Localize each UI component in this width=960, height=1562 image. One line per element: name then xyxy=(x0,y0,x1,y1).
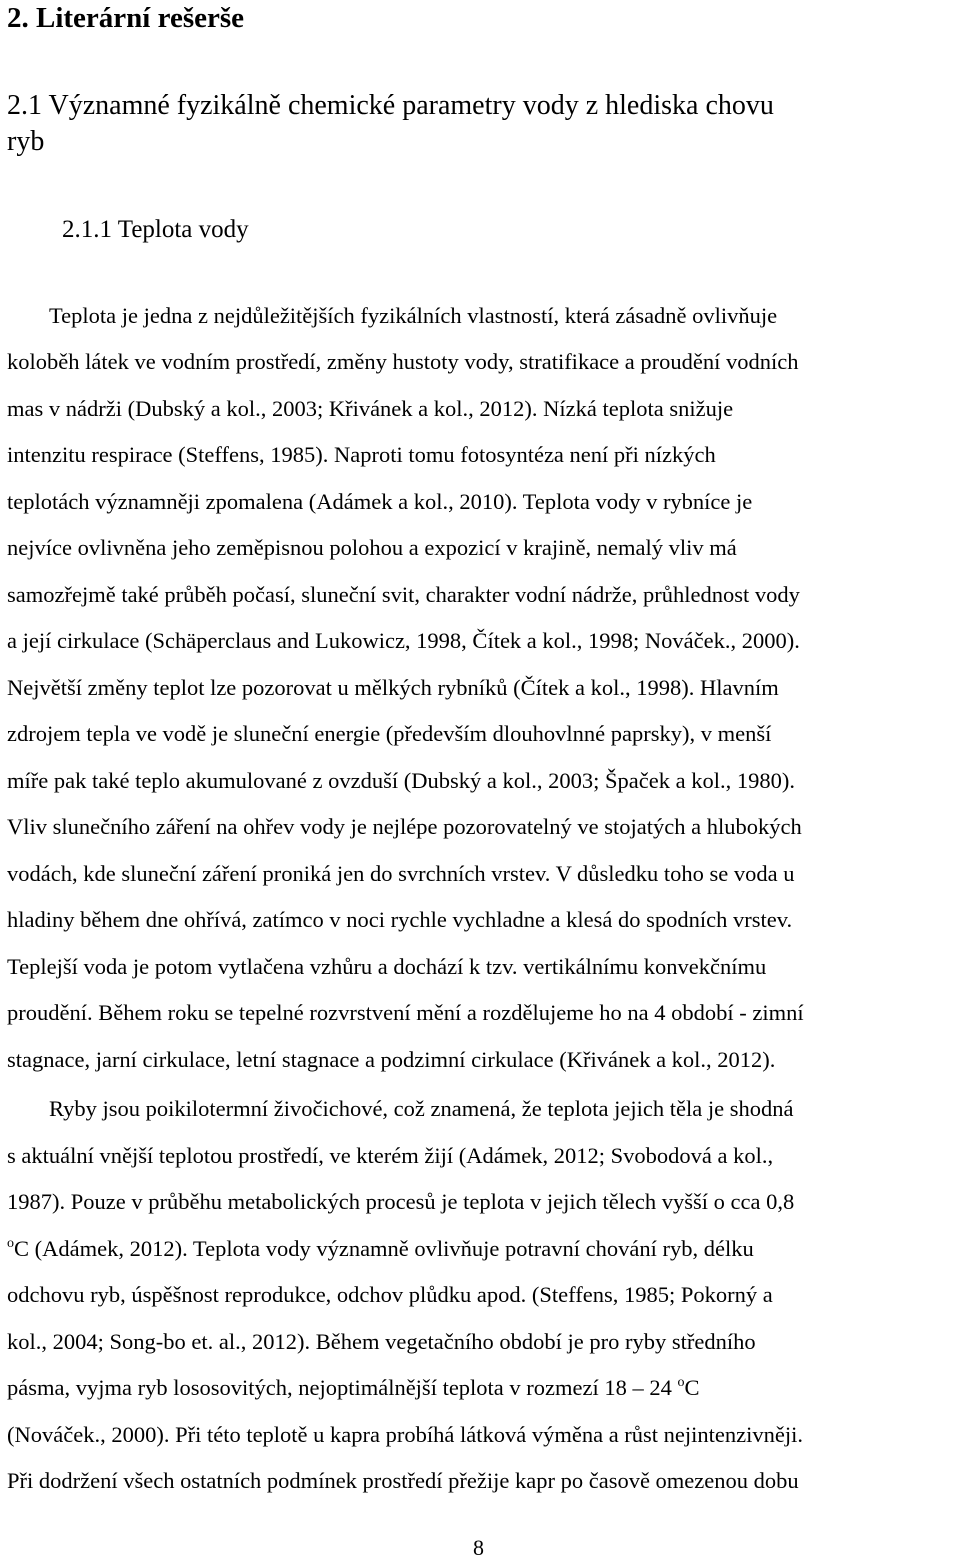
text-line: Ryby jsou poikilotermní živočichové, což znamená, že teplota jejich těla je shodná xyxy=(49,1096,794,1121)
text-segment: pásma, vyjma ryb lososovitých, nejoptimálnější teplota v rozmezí 18 – 24 xyxy=(7,1375,678,1400)
text-line: kol., 2004; Song-bo et. al., 2012). Během vegetačního období je pro ryby středního xyxy=(7,1329,756,1354)
text-line: odchovu ryb, úspěšnost reprodukce, odchov plůdku apod. (Steffens, 1985; Pokorný a xyxy=(7,1282,773,1307)
chapter-heading: 2. Literární rešerše xyxy=(7,2,245,34)
text-line: Největší změny teplot lze pozorovat u mělkých rybníků (Čítek a kol., 1998). Hlavním xyxy=(7,675,779,700)
section-heading-line1: 2.1 Významné fyzikálně chemické parametry vody z hlediska chovu xyxy=(7,90,774,121)
text-line xyxy=(7,1234,754,1268)
text-line: intenzitu respirace (Steffens, 1985). Naproti tomu fotosyntéza není při nízkých xyxy=(7,442,716,467)
text-line: nejvíce ovlivněna jeho zeměpisnou polohou a expozicí v krajině, nemalý vliv má xyxy=(7,535,737,560)
text-line: teplotách významněji zpomalena (Adámek a kol., 2010). Teplota vody v rybníce je xyxy=(7,489,753,514)
text-line: Teplejší voda je potom vytlačena vzhůru a dochází k tzv. vertikálnímu konvekčnímu xyxy=(7,954,767,979)
text-segment: C (Adámek, 2012). Teplota vody významně ovlivňuje potravní chování ryb, délku xyxy=(14,1236,754,1261)
text-line: míře pak také teplo akumulované z ovzduší (Dubský a kol., 2003; Špaček a kol., 1980). xyxy=(7,768,795,793)
text-line: samozřejmě také průběh počasí, sluneční svit, charakter vodní nádrže, průhlednost vody xyxy=(7,582,800,607)
page-number: 8 xyxy=(473,1535,484,1560)
text-line: (Nováček., 2000). Při této teplotě u kapra probíhá látková výměna a růst nejintenzivněji. xyxy=(7,1422,804,1447)
text-line xyxy=(7,1373,700,1407)
text-line: hladiny během dne ohřívá, zatímco v noci rychle vychladne a klesá do spodních vrstev. xyxy=(7,907,793,932)
section-heading-line2: ryb xyxy=(7,126,45,157)
text-line: 1987). Pouze v průběhu metabolických procesů je teplota v jejich tělech vyšší o cca 0,8 xyxy=(7,1189,795,1214)
degree-superscript: o xyxy=(677,1375,685,1390)
text-line: Při dodržení všech ostatních podmínek prostředí přežije kapr po časově omezenou dobu xyxy=(7,1468,799,1493)
text-line: proudění. Během roku se tepelné rozvrstvení mění a rozdělujeme ho na 4 období - zimní xyxy=(7,1000,804,1025)
text-segment: C xyxy=(684,1375,700,1400)
text-line: stagnace, jarní cirkulace, letní stagnace a podzimní cirkulace (Křivánek a kol., 2012). xyxy=(7,1047,776,1072)
text-line: mas v nádrži (Dubský a kol., 2003; Křivánek a kol., 2012). Nízká teplota snižuje xyxy=(7,396,734,421)
text-line: a její cirkulace (Schäperclaus and Lukowicz, 1998, Čítek a kol., 1998; Nováček., 2000). xyxy=(7,628,800,653)
text-line: Vliv slunečního záření na ohřev vody je nejlépe pozorovatelný ve stojatých a hlubokých xyxy=(7,814,802,839)
text-line: Teplota je jedna z nejdůležitějších fyzikálních vlastností, která zásadně ovlivňuje xyxy=(49,303,778,328)
text-line: s aktuální vnější teplotou prostředí, ve kterém žijí (Adámek, 2012; Svobodová a kol., xyxy=(7,1143,774,1168)
subsection-heading: 2.1.1 Teplota vody xyxy=(62,216,249,243)
text-line: koloběh látek ve vodním prostředí, změny hustoty vody, stratifikace a proudění vodních xyxy=(7,349,799,374)
degree-superscript: o xyxy=(7,1236,14,1251)
text-line: zdrojem tepla ve vodě je sluneční energie (především dlouhovlnné paprsky), v menší xyxy=(7,721,772,746)
text-line: vodách, kde sluneční záření proniká jen do svrchních vrstev. V důsledku toho se voda u xyxy=(7,861,795,886)
